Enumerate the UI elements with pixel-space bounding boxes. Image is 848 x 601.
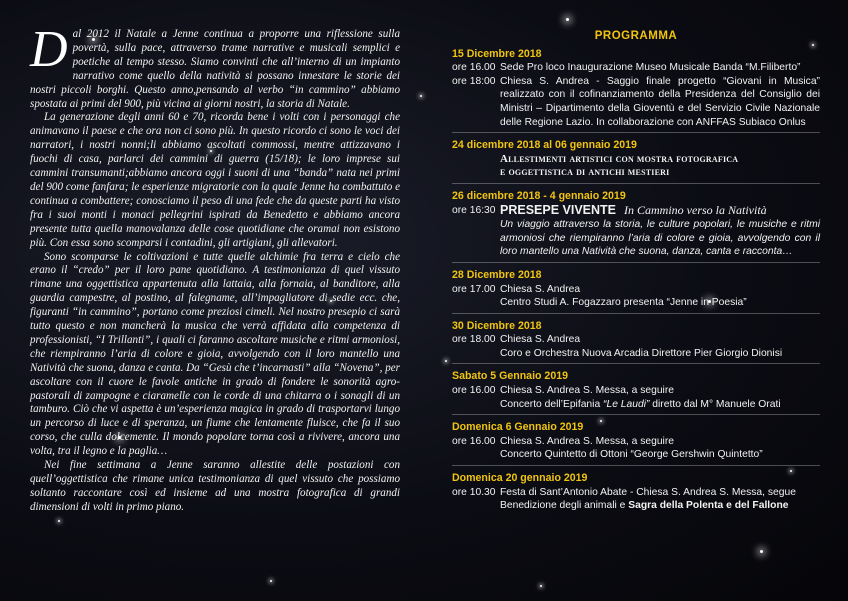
day-date: Domenica 20 gennaio 2019 bbox=[452, 472, 588, 485]
day-date: Sabato 5 Gennaio 2019 bbox=[452, 370, 568, 383]
event-text-italic: “Le Laudi” bbox=[603, 398, 650, 410]
event-text: Concerto dell’Epifania bbox=[500, 398, 601, 410]
event-row bbox=[452, 204, 820, 219]
event-text: Sede Pro loco Inaugurazione Museo Musicale Banda “M.Filiberto” bbox=[500, 62, 801, 74]
day-date: Domenica 6 Gennaio 2019 bbox=[452, 421, 584, 434]
event-time: ore 16.00 bbox=[452, 435, 496, 447]
event-text: Festa di Sant’Antonio Abate - Chiesa S. Andrea S. Messa, segue bbox=[500, 486, 796, 498]
program-day-2 bbox=[452, 139, 820, 184]
event-text: Coro e Orchestra Nuova Arcadia Direttore Pier Giorgio Dionisi bbox=[500, 347, 783, 359]
event-text: Centro Studi A. Fogazzaro presenta “Jenne in Poesia” bbox=[500, 297, 747, 309]
event-text: Chiesa S. Andrea bbox=[500, 283, 581, 295]
star bbox=[540, 585, 542, 587]
presepe-description: Un viaggio attraverso la storia, le culture popolari, le musiche e ritmi armoniosi che riempiranno l’aria di colore e gioia, avvolgendo con il loro mantello una Natività che suona, danza, canta e racconta… bbox=[500, 219, 820, 258]
event-time: ore 16:30 bbox=[452, 204, 496, 216]
divider bbox=[452, 313, 820, 314]
intro-paragraph-2: La generazione degli anni 60 e 70, ricorda bene i volti con i personaggi che animavano il paese e che ora non ci sono più. In questo ricordo ci sono le voci dei narratori, i nostri nonni;li abbiamo ascoltati commossi, mentre attizzavano i fuochi di casa, parlarci dei cammini di guerra (15/18); le loro imprese sui cammini transumanti;abbiamo ancora oggi i suoni di una “banda” nata nei primi del 900 come fanfara; le esperienze migratorie con la quale Jenne ha combattuto e continua a combattere; conosciamo il peso di una fede che da queste parti ha visto fra i suoi monti i monaci pellegrini ispirati da Benedetto e abbiamo ancora presente tutta quella manovalanza delle cose quotidiane che oramai non esistono più. Con essa sono scomparsi i contadini, gli artigiani, gli allevatori. bbox=[30, 111, 400, 249]
event-text: Benedizione degli animali e bbox=[500, 500, 626, 512]
exhibition-line-1: Allestimenti artistici con mostra fotografica bbox=[500, 152, 739, 165]
event-time: ore 18.00 bbox=[452, 334, 496, 346]
event-text-line bbox=[452, 398, 820, 412]
day-date: 24 dicembre 2018 al 06 gennaio 2019 bbox=[452, 139, 637, 152]
event-text: Chiesa S. Andrea S. Messa, a seguire bbox=[500, 435, 674, 447]
event-text: Chiesa S. Andrea bbox=[500, 334, 581, 346]
event-text: Chiesa S. Andrea S. Messa, a seguire bbox=[500, 385, 674, 397]
event-text: Concerto Quintetto di Ottoni “George Gershwin Quintetto” bbox=[500, 449, 763, 461]
divider bbox=[452, 132, 820, 133]
event-row bbox=[452, 384, 820, 398]
divider bbox=[452, 414, 820, 415]
intro-paragraph-1 bbox=[30, 21, 400, 111]
divider bbox=[452, 363, 820, 364]
exhibition-line-2: e oggettistica di antichi mestieri bbox=[500, 166, 670, 179]
day-date: 30 Dicembre 2018 bbox=[452, 319, 542, 332]
event-time: ore 16.00 bbox=[452, 62, 496, 74]
event-row bbox=[452, 61, 820, 75]
program-title: PROGRAMMA bbox=[594, 30, 678, 42]
star bbox=[566, 18, 569, 21]
star bbox=[58, 520, 60, 522]
presepe-subtitle: In Cammino verso la Natività bbox=[624, 202, 767, 217]
star bbox=[760, 550, 763, 553]
program-day-5 bbox=[452, 320, 820, 365]
event-time: ore 16.00 bbox=[452, 385, 496, 397]
intro-paragraph-1-text: al 2012 il Natale a Jenne continua a proporre una riflessione sulla povertà, sulla pace, attraverso trame narrative e musicali semplici e poetiche al tempo stesso. Siamo convinti che all’interno di un impianto narrativo come quello della natività si possano innestare le storie dei nostri piccoli borghi. Questo anno,pensando al verbo “in cammino” abbiamo spostata ai primi del 900, più vicina ai giorni nostri, la storia di Natale. bbox=[30, 28, 400, 110]
divider bbox=[452, 183, 820, 184]
program-day-3 bbox=[452, 190, 820, 263]
day-date: 26 dicembre 2018 - 4 gennaio 2019 bbox=[452, 189, 626, 202]
program-day-7 bbox=[452, 421, 820, 466]
program-day-8 bbox=[452, 472, 820, 513]
intro-text-column bbox=[30, 21, 400, 515]
divider bbox=[452, 465, 820, 466]
program-day-4 bbox=[452, 269, 820, 314]
event-time: ore 17.00 bbox=[452, 283, 496, 295]
event-time: ore 10.30 bbox=[452, 486, 496, 498]
event-text-bold: Sagra della Polenta e del Fallone bbox=[628, 500, 789, 512]
event-row bbox=[452, 283, 820, 297]
event-text: Chiesa S. Andrea - Saggio finale progetto “Giovani in Musica” realizzato con il cofinanziamento della Presidenza del Consiglio dei Ministri – Dipartimento della Gioventù e del Servizio Civile Nazionale delle Regione Lazio. In collaborazione con ANFFAS Subiaco Onlus bbox=[500, 75, 820, 128]
program-day-1 bbox=[452, 48, 820, 134]
intro-paragraph-3: Sono scomparse le coltivazioni e tutte quelle alchimie fra terra e cielo che erano il “credo” per il loro pane quotidiano. A testimonianza di quel vissuto rimane una oggettistica appartenuta alla lattaia, alla fornaia, al banditore, alla guardia campestre, al postino, al falegname, all’impagliatore di sedie ecc. che, figuranti “in cammino”, portano come preziosi cimeli. Nel nostro presepio ci sarà tutto questo e non mancherà la musica che verrà affidata alla competenza di professionisti, “I Trillanti”, i quali ci faranno ascoltare musiche e ritmi armoniosi, che riempiranno l’aria di colore e gioia, avvolgendo con il loro mantello una Natività che suona, danza e canta. Da “Gesù che t’incarnasti” alla “Novena”, per ascoltare con il cuore le favole antiche in grado di fondere le sonorità agro-pastorali di zampogne e ciaramelle con le corde di una chitarra o i sonagli di un tamburo. Ciò che vi aspetta è un’esperienza magica in grado di trasportarvi lungo un percorso di luce e di speranza, un fiume che lentamente fluisce, che fa il suo corso, che culla dolcemente. Il mondo popolare torna così a rivivere, ancora una volta, tra il legno e la paglia… bbox=[30, 250, 400, 458]
presepe-title: PRESEPE VIVENTE bbox=[500, 202, 617, 217]
intro-paragraph-4: Nei fine settimana a Jenne saranno allestite delle postazioni con quell’oggettistica che rimane unica testimonianza di quel vissuto che possiamo soltanto raccontare così ed insieme ad una mostra fotografica di grandi dimensioni di volti in primo piano. bbox=[30, 459, 400, 513]
drop-cap: D bbox=[30, 21, 68, 78]
star bbox=[445, 360, 447, 362]
event-row bbox=[452, 486, 820, 500]
star bbox=[270, 580, 272, 582]
event-row bbox=[452, 75, 820, 129]
event-row bbox=[452, 435, 820, 449]
divider bbox=[452, 262, 820, 263]
program-column bbox=[452, 28, 820, 513]
day-date: 15 Dicembre 2018 bbox=[452, 47, 542, 60]
event-row bbox=[452, 333, 820, 347]
event-time: ore 18:00 bbox=[452, 75, 496, 87]
event-text: diretto dal M° Manuele Orati bbox=[652, 398, 781, 410]
program-day-6 bbox=[452, 370, 820, 415]
star bbox=[420, 95, 422, 97]
day-date: 28 Dicembre 2018 bbox=[452, 268, 542, 281]
event-text-line bbox=[452, 499, 820, 513]
